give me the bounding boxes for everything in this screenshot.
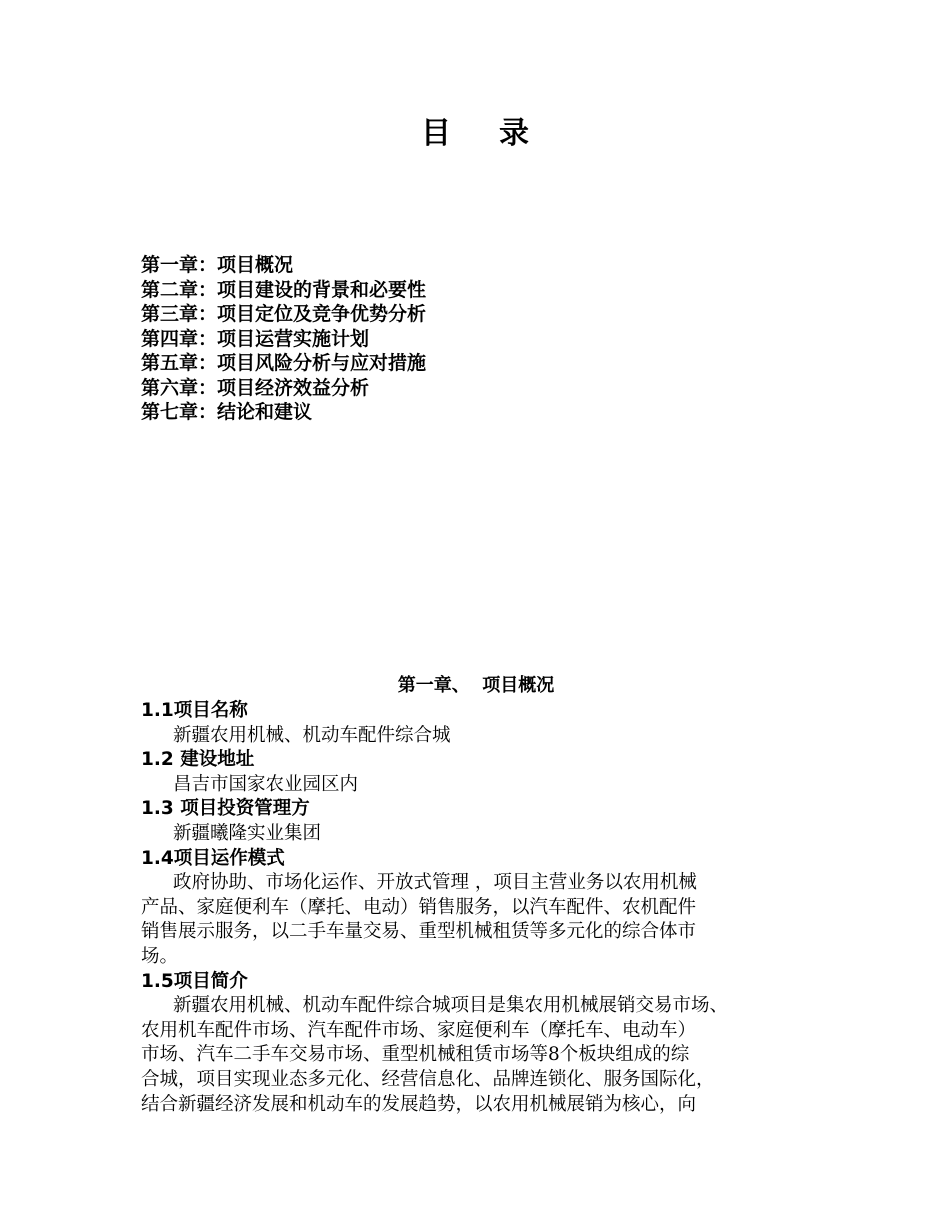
section-text-investment-manager: 新疆曦隆实业集团 (173, 822, 322, 844)
section-heading-investment-manager: 1.3 项目投资管理方 (141, 798, 310, 820)
paragraph-line: 场。 (141, 945, 179, 967)
section-text-project-name: 新疆农用机械、机动车配件综合城 (173, 724, 451, 746)
toc-title-char-1: 目 (421, 116, 451, 151)
section-heading-project-name: 1.1项目名称 (141, 700, 248, 721)
section-text-construction-site: 昌吉市国家农业园区内 (173, 773, 359, 795)
paragraph-line: 政府协助、市场化运作、开放式管理 ，项目主营业务以农用机械 (173, 872, 697, 894)
toc-item-chapter-2[interactable]: 第二章：项目建设的背景和必要性 (141, 278, 427, 301)
toc-item-chapter-6[interactable]: 第六章：项目经济效益分析 (141, 376, 370, 399)
chapter-1-section (141, 673, 811, 1117)
paragraph-line: 农用机车配件市场、汽车配件市场、家庭便利车（摩托车、电动车） (141, 1019, 697, 1041)
paragraph-line: 产品、家庭便利车（摩托、电动）销售服务，以汽车配件、农机配件 (141, 896, 697, 918)
section-paragraph-operation-mode (141, 871, 811, 969)
paragraph-line: 合城，项目实现业态多元化、经营信息化、品牌连锁化、服务国际化， (141, 1068, 715, 1090)
toc-item-chapter-7[interactable]: 第七章：结论和建议 (141, 401, 313, 423)
toc-item-chapter-4[interactable]: 第四章：项目运营实施计划 (141, 327, 370, 350)
chapter-title: 第一章、 项目概况 (397, 675, 555, 696)
paragraph-line: 结合新疆经济发展和机动车的发展趋势，以农用机械展销为核心，向 (141, 1093, 697, 1115)
toc-title (0, 112, 950, 156)
section-paragraph-project-intro (141, 994, 811, 1117)
section-heading-construction-site: 1.2 建设地址 (141, 749, 255, 771)
paragraph-line: 市场、汽车二手车交易市场、重型机械租赁市场等8个板块组成的综 (141, 1044, 690, 1066)
section-heading-operation-mode: 1.4项目运作模式 (141, 847, 285, 869)
paragraph-line: 销售展示服务，以二手车量交易、重型机械租赁等多元化的综合体市 (141, 921, 697, 943)
toc-list (141, 253, 426, 425)
toc-title-char-2: 录 (499, 116, 529, 151)
toc-item-chapter-3[interactable]: 第三章：项目定位及竞争优势分析 (141, 303, 427, 325)
paragraph-line: 新疆农用机械、机动车配件综合城项目是集农用机械展销交易市场、 (173, 995, 729, 1017)
toc-item-chapter-1[interactable]: 第一章：项目概况 (141, 254, 294, 276)
section-heading-project-intro: 1.5项目简介 (141, 970, 248, 992)
toc-item-chapter-5[interactable]: 第五章：项目风险分析与应对措施 (141, 352, 427, 374)
